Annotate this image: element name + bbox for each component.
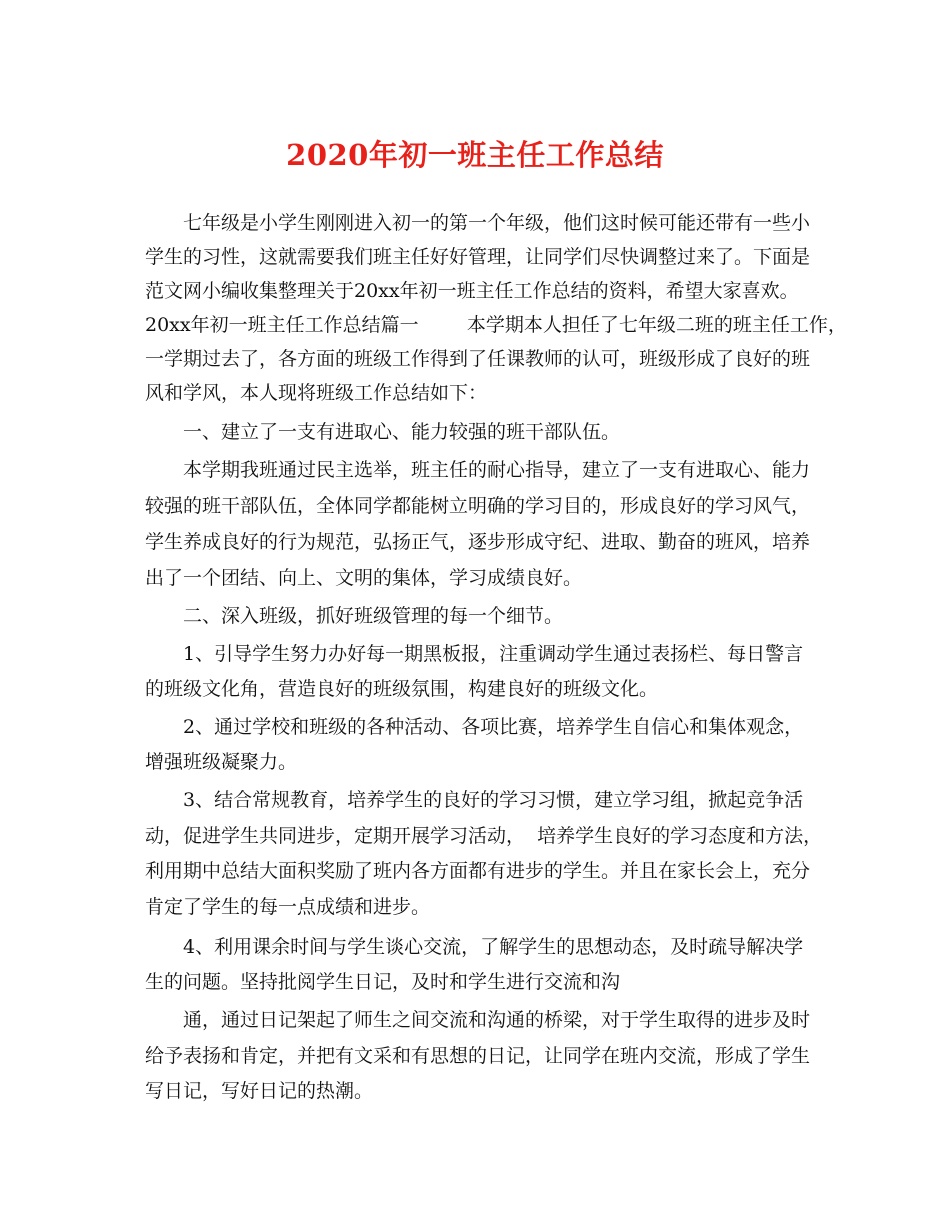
document-title: 2020年初一班主任工作总结 — [286, 138, 664, 172]
body-line: 肯定了学生的每一点成绩和进步。 — [145, 896, 431, 918]
body-line: 增强班级凝聚力。 — [145, 751, 298, 773]
body-line: 2、通过学校和班级的各种活动、各项比赛，培养学生自信心和集体观念， — [183, 716, 804, 738]
body-line: 学生养成良好的行为规范，弘扬正气，逐步形成守纪、进取、勤奋的班风，培养 — [145, 531, 811, 553]
body-line: 一学期过去了，各方面的班级工作得到了任课教师的认可，班级形成了良好的班 — [145, 348, 811, 370]
body-line: 4、利用课余时间与学生谈心交流，了解学生的思想动态，及时疏导解决学 — [183, 936, 804, 958]
body-line: 生的问题。坚持批阅学生日记，及时和学生进行交流和沟 — [145, 971, 621, 993]
body-line: 风和学风，本人现将班级工作总结如下： — [145, 382, 488, 404]
body-line: 学生的习性，这就需要我们班主任好好管理，让同学们尽快调整过来了。下面是 — [145, 246, 811, 268]
body-line: 本学期我班通过民主选举，班主任的耐心指导，建立了一支有进取心、能力 — [183, 459, 811, 481]
body-line: 3、结合常规教育，培养学生的良好的学习习惯，建立学习组，掀起竞争活 — [183, 789, 804, 811]
body-line: 写日记，写好日记的热潮。 — [145, 1080, 374, 1102]
body-line: 给予表扬和肯定，并把有文采和有思想的日记，让同学在班内交流，形成了学生 — [145, 1045, 811, 1067]
body-line: 通，通过日记架起了师生之间交流和沟通的桥梁，对于学生取得的进步及时 — [183, 1009, 811, 1031]
body-line: 范文网小编收集整理关于20xx年初一班主任工作总结的资料，希望大家喜欢。 — [145, 280, 799, 302]
body-line: 较强的班干部队伍，全体同学都能树立明确的学习目的，形成良好的学习风气， — [145, 495, 811, 517]
body-line: 动，促进学生共同进步，定期开展学习活动， 培养学生良好的学习态度和方法， — [145, 825, 823, 847]
body-line: 20xx年初一班主任工作总结篇一 本学期本人担任了七年级二班的班主任工作， — [145, 314, 847, 336]
body-line: 出了一个团结、向上、文明的集体，学习成绩良好。 — [145, 567, 583, 589]
body-line: 利用期中总结大面积奖励了班内各方面都有进步的学生。并且在家长会上，充分 — [145, 860, 811, 882]
body-line: 的班级文化角，营造良好的班级氛围，构建良好的班级文化。 — [145, 678, 659, 700]
section-heading: 二、深入班级，抓好班级管理的每一个细节。 — [183, 605, 564, 627]
body-line: 1、引导学生努力办好每一期黑板报，注重调动学生通过表扬栏、每日警言 — [183, 643, 804, 665]
section-heading: 一、建立了一支有进取心、能力较强的班干部队伍。 — [183, 421, 621, 443]
body-line: 七年级是小学生刚刚进入初一的第一个年级，他们这时候可能还带有一些小 — [183, 212, 811, 234]
